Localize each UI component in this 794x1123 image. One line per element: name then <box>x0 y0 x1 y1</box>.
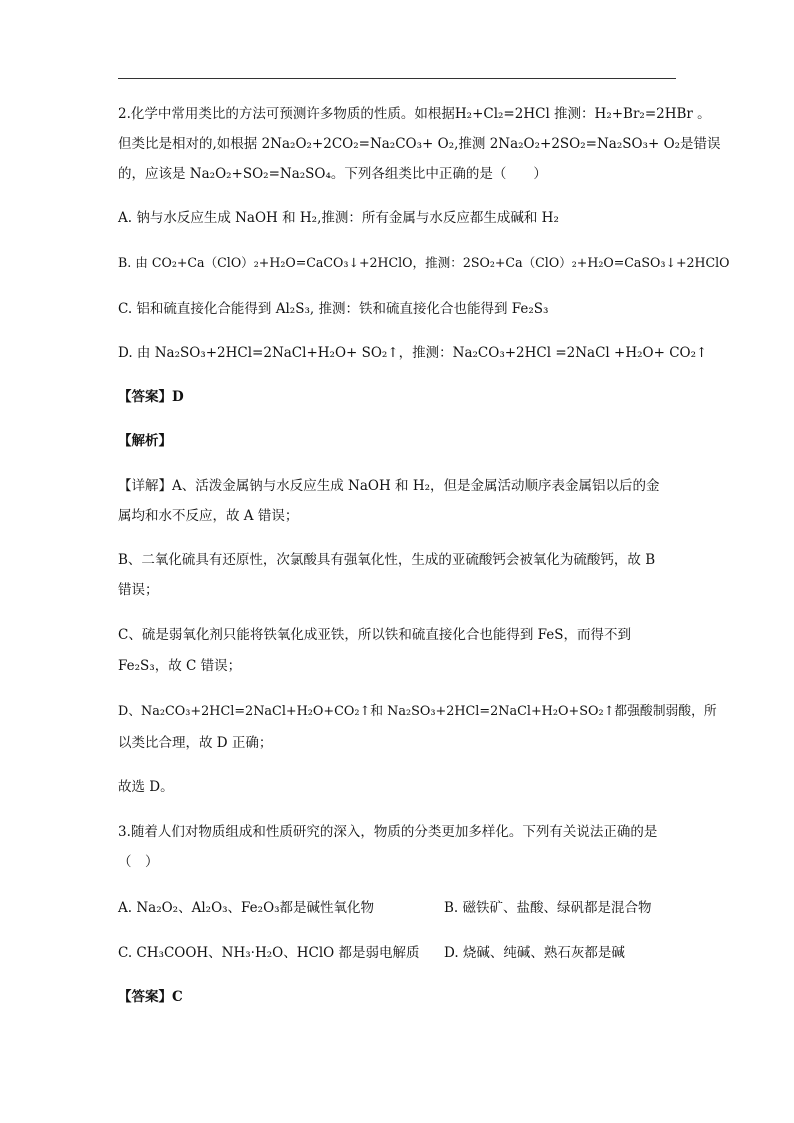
q3-answer: 【答案】C <box>118 989 183 1005</box>
q2-explanation-line-7: D、Na₂CO₃+2HCl=2NaCl+H₂O+CO₂↑和 Na₂SO₃+2HCl=2NaCl+H₂O+SO₂↑都强酸制弱酸，所 <box>118 704 717 719</box>
q2-stem-line-3: 的，应该是 Na₂O₂+SO₂=Na₂SO₄。下列各组类比中正确的是（ ） <box>118 166 547 182</box>
q2-explanation-line-1: 【详解】A、活泼金属钠与水反应生成 NaOH 和 H₂，但是金属活动顺序表金属铝以后的金 <box>118 478 660 494</box>
q2-conclusion: 故选 D。 <box>118 779 174 795</box>
q3-option-d: D. 烧碱、纯碱、熟石灰都是碱 <box>444 945 625 961</box>
q2-option-c: C. 铝和硫直接化合能得到 Al₂S₃, 推测：铁和硫直接化合也能得到 Fe₂S₃ <box>118 301 549 317</box>
q2-analysis-label: 【解析】 <box>118 433 172 449</box>
q2-option-d: D. 由 Na₂SO₃+2HCl=2NaCl+H₂O+ SO₂↑，推测：Na₂CO₃+2HCl =2NaCl +H₂O+ CO₂↑ <box>118 345 708 361</box>
q2-explanation-line-4: 错误； <box>118 582 159 598</box>
q2-option-b: B. 由 CO₂+Ca（ClO）₂+H₂O=CaCO₃↓+2HClO，推测：2SO₂+Ca（ClO）₂+H₂O=CaSO₃↓+2HClO <box>118 255 730 270</box>
q2-stem-line-2: 但类比是相对的,如根据 2Na₂O₂+2CO₂=Na₂CO₃+ O₂,推测 2Na₂O₂+2SO₂=Na₂SO₃+ O₂是错误 <box>118 136 721 152</box>
q2-explanation-line-5: C、硫是弱氧化剂只能将铁氧化成亚铁，所以铁和硫直接化合也能得到 FeS，而得不到 <box>118 627 631 643</box>
q3-option-b: B. 磁铁矿、盐酸、绿矾都是混合物 <box>444 900 652 916</box>
q2-explanation-line-3: B、二氧化硫具有还原性，次氯酸具有强氧化性，生成的亚硫酸钙会被氧化为硫酸钙，故 B <box>118 552 656 568</box>
q2-explanation-line-2: 属均和水不反应，故 A 错误； <box>118 508 299 524</box>
q2-option-a: A. 钠与水反应生成 NaOH 和 H₂,推测：所有金属与水反应都生成碱和 H₂ <box>118 210 559 226</box>
q3-option-c: C. CH₃COOH、NH₃·H₂O、HClO 都是弱电解质 <box>118 945 420 961</box>
q3-stem-line-1: 3.随着人们对物质组成和性质研究的深入，物质的分类更加多样化。下列有关说法正确的是 <box>118 824 658 840</box>
q2-explanation-line-6: Fe₂S₃，故 C 错误； <box>118 658 242 674</box>
q3-stem-line-2: （ ） <box>118 854 159 870</box>
q2-stem-line-1: 2.化学中常用类比的方法可预测许多物质的性质。如根据H₂+Cl₂=2HCl 推测：H₂+Br₂=2HBr 。 <box>118 106 711 122</box>
header-divider <box>118 78 676 79</box>
q3-option-a: A. Na₂O₂、Al₂O₃、Fe₂O₃都是碱性氧化物 <box>118 900 375 916</box>
q2-explanation-line-8: 以类比合理，故 D 正确； <box>118 735 273 751</box>
q2-answer: 【答案】D <box>118 389 184 405</box>
